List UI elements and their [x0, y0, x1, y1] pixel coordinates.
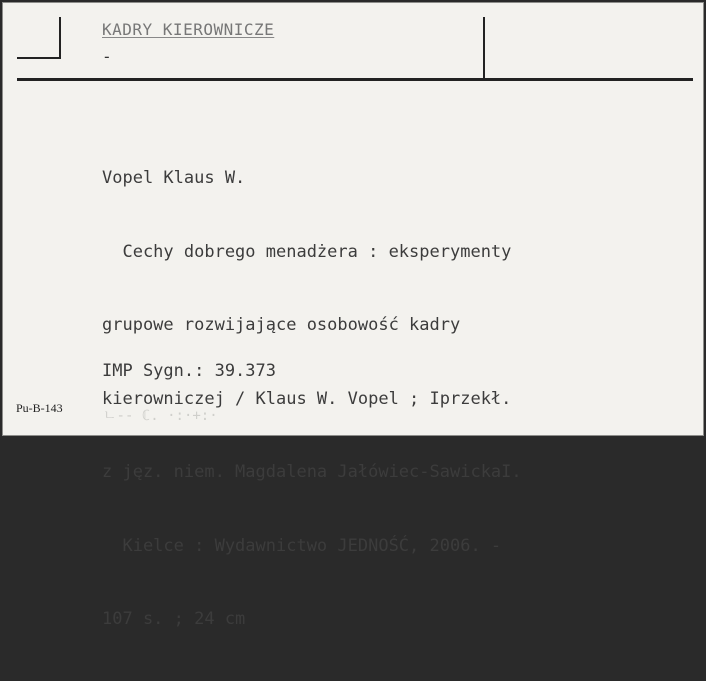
bibliographic-description: [102, 117, 522, 681]
title-line-3: kierowniczej / Klaus W. Vopel ; Iprzekł.: [102, 388, 512, 409]
shelf-mark: Pu-B-143: [16, 401, 63, 415]
corner-mark-vertical: [59, 17, 61, 59]
faint-handwriting: ㄴ-- ℂ. ·:·+:·: [103, 408, 218, 424]
collation-line: 107 s. ; 24 cm: [102, 609, 246, 629]
title-line-2: grupowe rozwijające osobowość kadry: [102, 315, 461, 335]
title-line-4: z jęz. niem. Magdalena Jałówiec-SawickaI.: [102, 462, 522, 482]
header-rule: [17, 78, 693, 81]
catalog-card: [2, 2, 704, 629]
subject-heading: KADRY KIEROWNICZE: [102, 20, 275, 39]
header-vertical-rule: [483, 17, 485, 80]
title-line-1: Cechy dobrego menadżera : eksperymenty: [102, 241, 512, 262]
subject-heading-dash: -: [102, 47, 112, 66]
imprint-line: Kielce : Wydawnictwo JEDNOŚĆ, 2006. -: [102, 535, 502, 556]
corner-mark-horizontal: [17, 57, 61, 59]
call-number: IMP Sygn.: 39.373: [102, 361, 276, 381]
author-line: Vopel Klaus W.: [102, 168, 246, 188]
